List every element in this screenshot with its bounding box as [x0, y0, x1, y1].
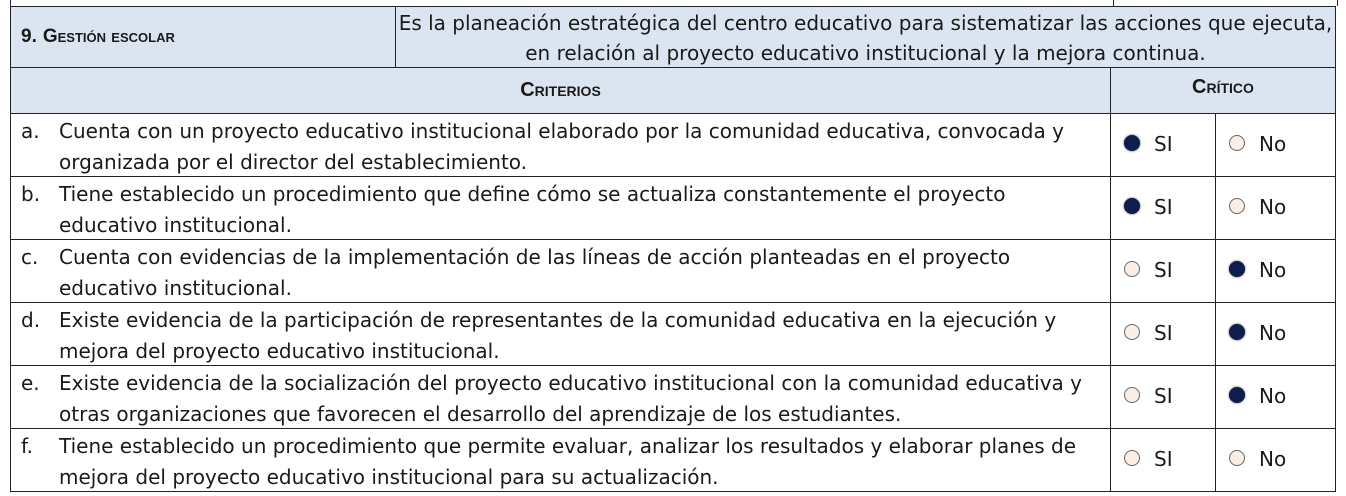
radio-empty-icon[interactable] — [1124, 261, 1140, 277]
criterion-text: Existe evidencia de la participación de representantes de la comunidad educativa en la ejecución y mejora del proyecto educativo institucional. — [59, 308, 1057, 363]
criterion-option-no[interactable] — [1215, 428, 1336, 492]
radio-empty-icon[interactable] — [1229, 135, 1245, 151]
radio-filled-icon[interactable] — [1124, 198, 1140, 214]
criterion-option-si[interactable] — [1110, 302, 1216, 366]
section-description: Es la planeación estratégica del centro educativo para sistematizar las acciones que ejecuta, en relación al proyecto educativo institucional y la mejora continua. — [395, 6, 1336, 68]
option-label: SI — [1154, 384, 1173, 408]
criterion-letter: c. — [21, 245, 39, 269]
criterion-row — [10, 239, 1111, 303]
option-label: No — [1259, 195, 1287, 219]
option-label: SI — [1154, 195, 1173, 219]
criterion-row — [10, 302, 1111, 366]
radio-empty-icon[interactable] — [1229, 198, 1245, 214]
radio-empty-icon[interactable] — [1124, 324, 1140, 340]
option-label: No — [1259, 321, 1287, 345]
criterion-text: Cuenta con evidencias de la implementación de las líneas de acción planteadas en el proyecto educativo institucional. — [59, 245, 1011, 300]
radio-filled-icon[interactable] — [1124, 135, 1140, 151]
option-label: SI — [1154, 447, 1173, 471]
criterion-option-si[interactable] — [1110, 365, 1216, 429]
criterion-text: Tiene establecido un procedimiento que define cómo se actualiza constantemente el proyecto educativo institucional. — [59, 182, 1006, 237]
section-title: Gestión escolar — [42, 26, 175, 47]
criterion-option-si[interactable] — [1110, 428, 1216, 492]
radio-empty-icon[interactable] — [1229, 450, 1245, 466]
radio-empty-icon[interactable] — [1124, 387, 1140, 403]
critical-header: Crítico — [1110, 67, 1336, 114]
criterion-option-si[interactable] — [1110, 113, 1216, 177]
criterion-option-si[interactable] — [1110, 176, 1216, 240]
criterion-row — [10, 113, 1111, 177]
criterion-text: Existe evidencia de la socialización del proyecto educativo institucional con la comunidad educativa y otras organizaciones que favorecen el desarrollo del aprendizaje de los estudiantes. — [59, 371, 1083, 426]
criterion-option-no[interactable] — [1215, 113, 1336, 177]
criterion-letter: d. — [21, 308, 41, 332]
criterion-letter: f. — [21, 434, 33, 458]
radio-filled-icon[interactable] — [1229, 387, 1245, 403]
option-label: SI — [1154, 258, 1173, 282]
criteria-header: Criterios — [10, 67, 1111, 114]
criterion-row — [10, 428, 1111, 492]
option-label: SI — [1154, 321, 1173, 345]
criterion-letter: a. — [21, 119, 40, 143]
section-title-cell — [10, 6, 396, 68]
radio-filled-icon[interactable] — [1229, 261, 1245, 277]
criterion-option-no[interactable] — [1215, 239, 1336, 303]
option-label: No — [1259, 132, 1287, 156]
radio-filled-icon[interactable] — [1229, 324, 1245, 340]
option-label: No — [1259, 384, 1287, 408]
criterion-text: Cuenta con un proyecto educativo institucional elaborado por la comunidad educativa, convocada y organizada por el director del establecimiento. — [59, 119, 1064, 174]
radio-empty-icon[interactable] — [1124, 450, 1140, 466]
criterion-row — [10, 365, 1111, 429]
criterion-option-no[interactable] — [1215, 302, 1336, 366]
option-label: SI — [1154, 132, 1173, 156]
criterion-row — [10, 176, 1111, 240]
criterion-option-si[interactable] — [1110, 239, 1216, 303]
criterion-letter: e. — [21, 371, 40, 395]
criterion-letter: b. — [21, 182, 41, 206]
option-label: No — [1259, 258, 1287, 282]
criterion-option-no[interactable] — [1215, 365, 1336, 429]
criterion-text: Tiene establecido un procedimiento que permite evaluar, analizar los resultados y elaborar planes de mejora del proyecto educativo institucional para su actualización. — [59, 434, 1077, 489]
option-label: No — [1259, 447, 1287, 471]
section-number: 9. — [21, 26, 37, 47]
criterion-option-no[interactable] — [1215, 176, 1336, 240]
